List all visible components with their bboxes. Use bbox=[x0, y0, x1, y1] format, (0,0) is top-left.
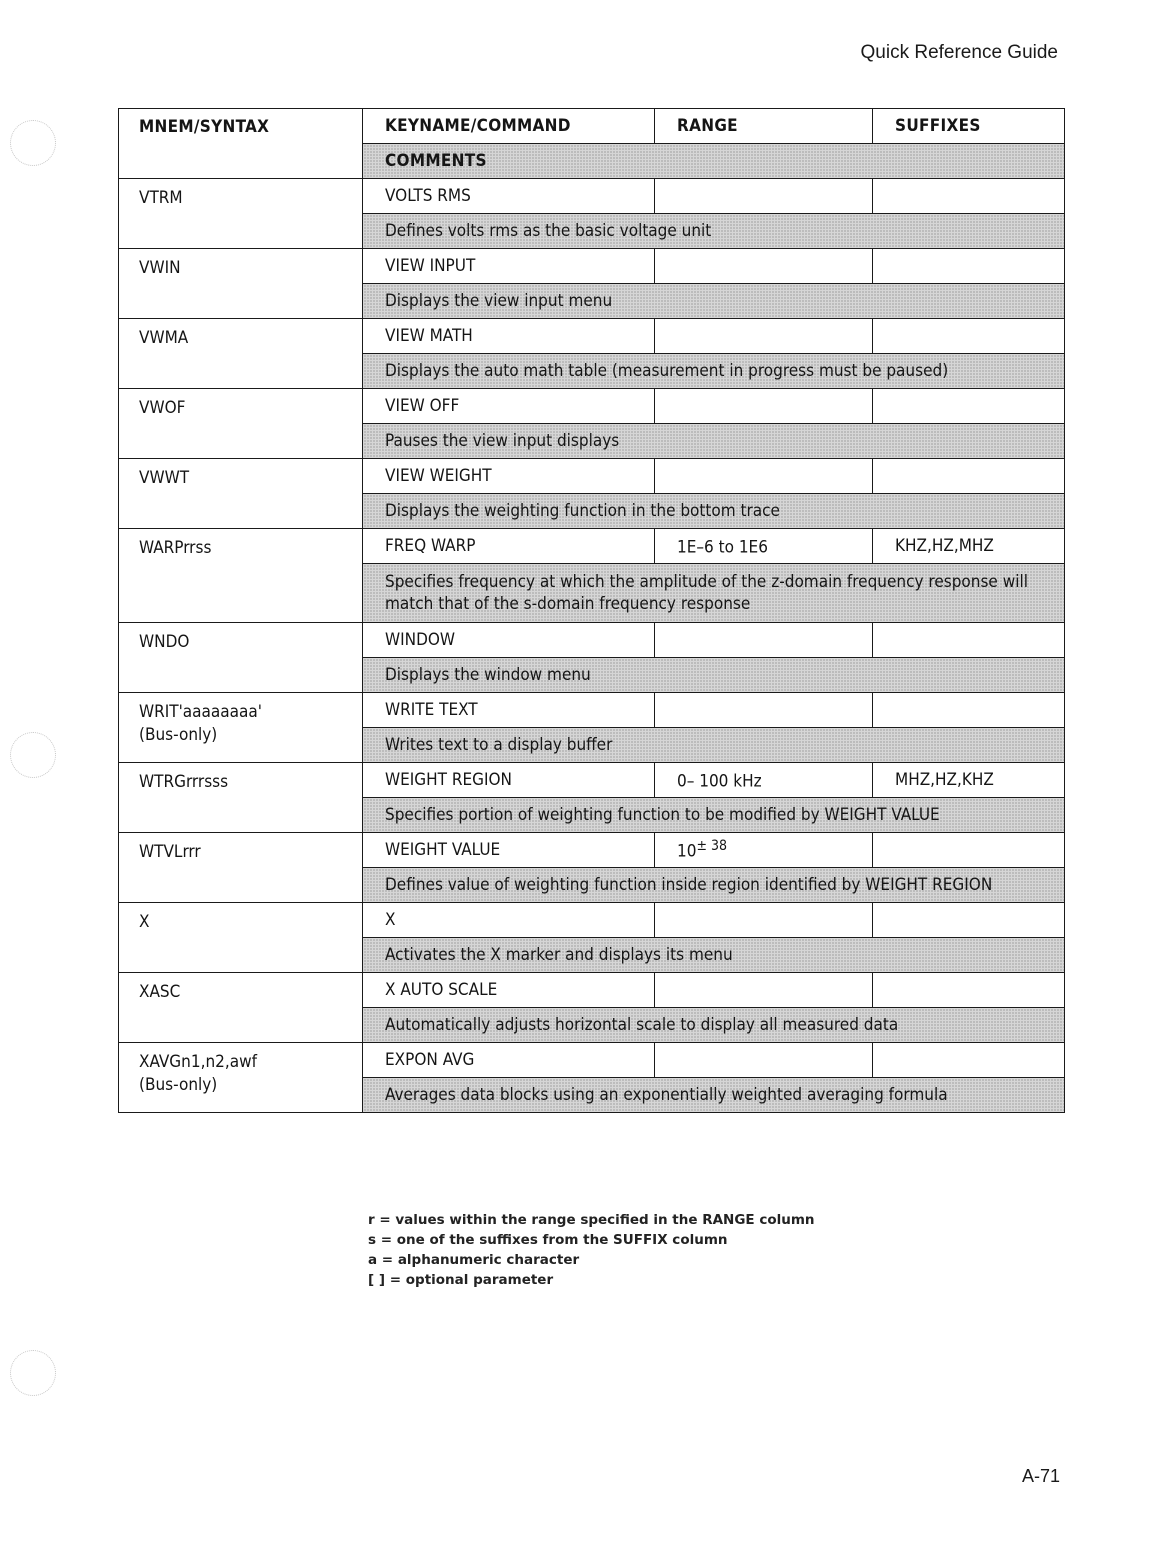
column-header-suffixes: SUFFIXES bbox=[873, 109, 1065, 144]
table-row bbox=[119, 1043, 1065, 1078]
comment-cell: Displays the auto math table (measurement in progress must be paused) bbox=[363, 354, 1065, 389]
range-cell bbox=[655, 623, 873, 658]
range-cell bbox=[655, 529, 873, 564]
keyname-cell: WEIGHT REGION bbox=[363, 763, 655, 798]
keyname-cell: WINDOW bbox=[363, 623, 655, 658]
table-row bbox=[119, 249, 1065, 284]
page-header-title: Quick Reference Guide bbox=[860, 42, 1058, 63]
comment-cell: Automatically adjusts horizontal scale to display all measured data bbox=[363, 1008, 1065, 1043]
mnem-cell bbox=[119, 319, 363, 389]
mnem-cell bbox=[119, 623, 363, 693]
legend-item: [ ] = optional parameter bbox=[368, 1272, 554, 1288]
mnem-cell bbox=[119, 903, 363, 973]
keyname-cell: FREQ WARP bbox=[363, 529, 655, 564]
range-cell bbox=[655, 389, 873, 424]
suffixes-cell bbox=[873, 389, 1065, 424]
table-row bbox=[119, 529, 1065, 564]
column-header-keyname: KEYNAME/COMMAND bbox=[363, 109, 655, 144]
comment-cell: Specifies portion of weighting function to be modified by WEIGHT VALUE bbox=[363, 798, 1065, 833]
column-header-comments: COMMENTS bbox=[363, 144, 1065, 179]
range-cell bbox=[655, 1043, 873, 1078]
comment-cell: Pauses the view input displays bbox=[363, 424, 1065, 459]
range-cell bbox=[655, 763, 873, 798]
range-value: 1E–6 to 1E6 bbox=[677, 537, 768, 558]
keyname-cell: WEIGHT VALUE bbox=[363, 833, 655, 868]
keyname-cell: EXPON AVG bbox=[363, 1043, 655, 1078]
suffixes-cell: MHZ,HZ,KHZ bbox=[873, 763, 1065, 798]
table-row bbox=[119, 763, 1065, 798]
comment-cell: Activates the X marker and displays its menu bbox=[363, 938, 1065, 973]
table-row bbox=[119, 459, 1065, 494]
keyname-cell: WRITE TEXT bbox=[363, 693, 655, 728]
range-cell bbox=[655, 319, 873, 354]
keyname-cell: VIEW OFF bbox=[363, 389, 655, 424]
table-row bbox=[119, 389, 1065, 424]
comment-cell: Displays the view input menu bbox=[363, 284, 1065, 319]
suffixes-cell bbox=[873, 179, 1065, 214]
mnem-syntax: VTRM bbox=[139, 188, 183, 208]
keyname-cell: VIEW INPUT bbox=[363, 249, 655, 284]
range-cell bbox=[655, 833, 873, 868]
table-row bbox=[119, 179, 1065, 214]
comment-cell: Defines value of weighting function inside region identified by WEIGHT REGION bbox=[363, 868, 1065, 903]
comment-cell: Specifies frequency at which the amplitude of the z-domain frequency response will match that of the s-domain frequency response bbox=[363, 564, 1065, 623]
comment-cell: Writes text to a display buffer bbox=[363, 728, 1065, 763]
table-header-row bbox=[119, 109, 1065, 144]
mnem-syntax: VWIN bbox=[139, 258, 181, 278]
mnem-syntax: XAVGn1,n2,awf bbox=[139, 1052, 257, 1072]
mnem-syntax: WTVLrrr bbox=[139, 842, 201, 862]
keyname-cell: VIEW WEIGHT bbox=[363, 459, 655, 494]
legend bbox=[368, 1210, 815, 1290]
range-value: 10 bbox=[677, 841, 697, 862]
mnem-syntax: WARPrrss bbox=[139, 538, 212, 558]
quick-reference-table bbox=[118, 108, 1065, 1113]
range-cell bbox=[655, 249, 873, 284]
range-value: 0– 100 kHz bbox=[677, 771, 762, 792]
mnem-note: (Bus-only) bbox=[139, 725, 218, 745]
comment-cell: Defines volts rms as the basic voltage unit bbox=[363, 214, 1065, 249]
mnem-cell bbox=[119, 529, 363, 623]
comment-cell: Displays the window menu bbox=[363, 658, 1065, 693]
table-row bbox=[119, 319, 1065, 354]
legend-item: s = one of the suffixes from the SUFFIX column bbox=[368, 1232, 728, 1248]
mnem-syntax: VWOF bbox=[139, 398, 186, 418]
suffixes-cell bbox=[873, 693, 1065, 728]
table-row bbox=[119, 623, 1065, 658]
table-row bbox=[119, 903, 1065, 938]
mnem-cell bbox=[119, 833, 363, 903]
suffixes-cell bbox=[873, 1043, 1065, 1078]
mnem-syntax: XASC bbox=[139, 982, 181, 1002]
range-cell bbox=[655, 459, 873, 494]
mnem-syntax: VWMA bbox=[139, 328, 189, 348]
suffixes-cell bbox=[873, 903, 1065, 938]
mnem-cell bbox=[119, 459, 363, 529]
suffixes-cell bbox=[873, 319, 1065, 354]
column-header-range: RANGE bbox=[655, 109, 873, 144]
mnem-syntax: WTRGrrrsss bbox=[139, 772, 229, 792]
mnem-cell bbox=[119, 763, 363, 833]
comment-cell: Averages data blocks using an exponentially weighted averaging formula bbox=[363, 1078, 1065, 1113]
column-header-mnem: MNEM/SYNTAX bbox=[119, 109, 363, 179]
mnem-cell bbox=[119, 1043, 363, 1113]
keyname-cell: X bbox=[363, 903, 655, 938]
mnem-cell bbox=[119, 973, 363, 1043]
range-exponent: ± 38 bbox=[696, 838, 728, 855]
mnem-syntax: X bbox=[139, 912, 150, 932]
table-row bbox=[119, 693, 1065, 728]
mnem-cell bbox=[119, 179, 363, 249]
keyname-cell: VOLTS RMS bbox=[363, 179, 655, 214]
suffixes-cell bbox=[873, 973, 1065, 1008]
keyname-cell: X AUTO SCALE bbox=[363, 973, 655, 1008]
range-cell bbox=[655, 903, 873, 938]
table-row bbox=[119, 833, 1065, 868]
legend-item: r = values within the range specified in the RANGE column bbox=[368, 1212, 815, 1228]
suffixes-cell: KHZ,HZ,MHZ bbox=[873, 529, 1065, 564]
suffixes-cell bbox=[873, 459, 1065, 494]
page-number: A-71 bbox=[1021, 1466, 1060, 1486]
punch-hole bbox=[10, 1350, 56, 1396]
mnem-syntax: WRIT'aaaaaaaa' bbox=[139, 702, 262, 722]
punch-hole bbox=[10, 732, 56, 778]
mnem-cell bbox=[119, 693, 363, 763]
range-cell bbox=[655, 693, 873, 728]
range-cell bbox=[655, 179, 873, 214]
mnem-cell bbox=[119, 249, 363, 319]
range-cell bbox=[655, 973, 873, 1008]
suffixes-cell bbox=[873, 249, 1065, 284]
legend-item: a = alphanumeric character bbox=[368, 1252, 580, 1268]
mnem-syntax: VWWT bbox=[139, 468, 190, 488]
comment-cell: Displays the weighting function in the bottom trace bbox=[363, 494, 1065, 529]
keyname-cell: VIEW MATH bbox=[363, 319, 655, 354]
suffixes-cell bbox=[873, 623, 1065, 658]
suffixes-cell bbox=[873, 833, 1065, 868]
table-row bbox=[119, 973, 1065, 1008]
mnem-cell bbox=[119, 389, 363, 459]
punch-hole bbox=[10, 120, 56, 166]
mnem-note: (Bus-only) bbox=[139, 1075, 218, 1095]
mnem-syntax: WNDO bbox=[139, 632, 190, 652]
